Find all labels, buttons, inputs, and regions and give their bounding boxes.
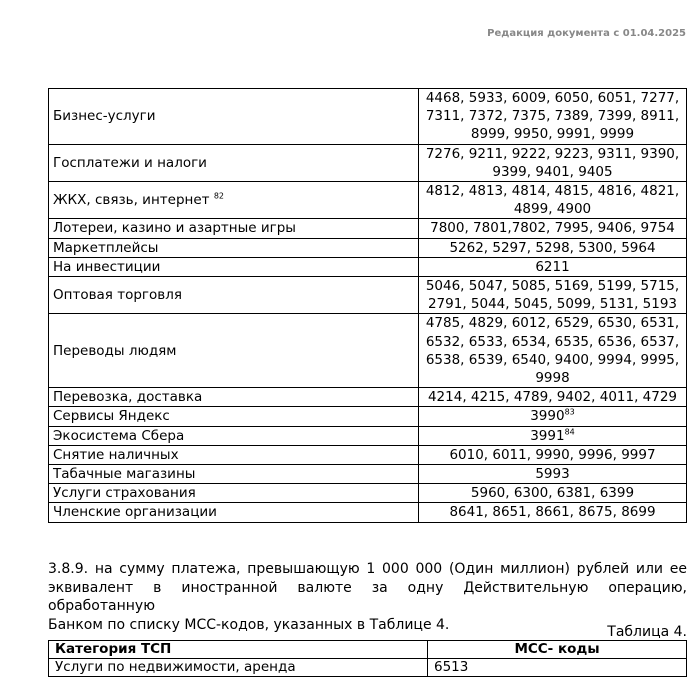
- category-cell: Маркетплейсы: [49, 238, 419, 257]
- category-cell: Экосистема Сбера: [49, 426, 419, 445]
- codes-cell: 4812, 4813, 4814, 4815, 4816, 4821, 4899, 4900: [419, 182, 687, 219]
- category-cell: Табачные магазины: [49, 465, 419, 484]
- codes-cell: 8641, 8651, 8661, 8675, 8699: [419, 503, 687, 522]
- table-row: [49, 484, 687, 503]
- table-caption: Таблица 4.: [607, 624, 687, 640]
- category-cell: Услуги страхования: [49, 484, 419, 503]
- category-cell: На инвестиции: [49, 257, 419, 276]
- table-row: [49, 182, 687, 219]
- codes-cell: 5960, 6300, 6381, 6399: [419, 484, 687, 503]
- codes-cell: 4468, 5933, 6009, 6050, 6051, 7277, 7311, 7372, 7375, 7389, 7399, 8911, 8999, 9950, 9991, 9999: [419, 89, 687, 145]
- clause-3-8-9: [48, 560, 687, 634]
- codes-cell: 6211: [419, 257, 687, 276]
- category-cell: Снятие наличных: [49, 445, 419, 464]
- footnote-ref[interactable]: 83: [564, 407, 575, 417]
- header-codes: МСС- коды: [428, 641, 687, 659]
- table-row: [49, 407, 687, 426]
- category-cell: Сервисы Яндекс: [49, 407, 419, 426]
- footnote-ref[interactable]: 84: [564, 427, 575, 437]
- codes-cell: 6010, 6011, 9990, 9996, 9997: [419, 445, 687, 464]
- codes-cell: [419, 426, 687, 445]
- category-cell: Бизнес-услуги: [49, 89, 419, 145]
- table-row: [49, 238, 687, 257]
- codes-cell: 5262, 5297, 5298, 5300, 5964: [419, 238, 687, 257]
- mcc-category-table: [48, 88, 687, 523]
- codes-value: 3991: [530, 427, 565, 444]
- table-row: [49, 314, 687, 388]
- category-cell: Перевозка, доставка: [49, 388, 419, 407]
- edition-date: Редакция документа с 01.04.2025: [487, 28, 686, 39]
- category-cell: Переводы людям: [49, 314, 419, 388]
- codes-cell: [419, 407, 687, 426]
- category-cell: Оптовая торговля: [49, 277, 419, 314]
- clause-line: 3.8.9. на сумму платежа, превышающую 1 000 000 (Один миллион) рублей или ее: [48, 561, 687, 577]
- category-cell: [49, 182, 419, 219]
- category-cell: Членские организации: [49, 503, 419, 522]
- category-cell: Лотереи, казино и азартные игры: [49, 219, 419, 238]
- codes-cell: 7276, 9211, 9222, 9223, 9311, 9390, 9399, 9401, 9405: [419, 144, 687, 181]
- table-row: [49, 659, 687, 677]
- category-cell: Госплатежи и налоги: [49, 144, 419, 181]
- codes-cell: 4214, 4215, 4789, 9402, 4011, 4729: [419, 388, 687, 407]
- codes-cell: 5993: [419, 465, 687, 484]
- category-label: ЖКХ, связь, интернет: [53, 192, 210, 209]
- table-row: [49, 277, 687, 314]
- codes-cell: 5046, 5047, 5085, 5169, 5199, 5715, 2791, 5044, 5045, 5099, 5131, 5193: [419, 277, 687, 314]
- footnote-ref[interactable]: 82: [213, 191, 224, 201]
- clause-line: Банком по списку МСС-кодов, указанных в Таблице 4.: [48, 616, 450, 633]
- table-row: [49, 89, 687, 145]
- header-category: Категория ТСП: [49, 641, 428, 659]
- table-row: [49, 503, 687, 522]
- category-cell: Услуги по недвижимости, аренда: [49, 659, 428, 677]
- codes-value: 3990: [530, 408, 565, 425]
- table-row: [49, 257, 687, 276]
- codes-cell: 4785, 4829, 6012, 6529, 6530, 6531, 6532, 6533, 6534, 6535, 6536, 6537, 6538, 6539, 6540, 9400, 9994, 9995, 9998: [419, 314, 687, 388]
- table-row: [49, 144, 687, 181]
- clause-line: эквивалент в иностранной валюте за одну Действительную операцию, обработанную: [48, 579, 687, 614]
- codes-cell: 6513: [428, 659, 687, 677]
- table-row: [49, 465, 687, 484]
- table-row: [49, 388, 687, 407]
- table-row: [49, 219, 687, 238]
- table-4: [48, 640, 687, 677]
- table-row: [49, 426, 687, 445]
- table-header-row: [49, 641, 687, 659]
- table-row: [49, 445, 687, 464]
- codes-cell: 7800, 7801,7802, 7995, 9406, 9754: [419, 219, 687, 238]
